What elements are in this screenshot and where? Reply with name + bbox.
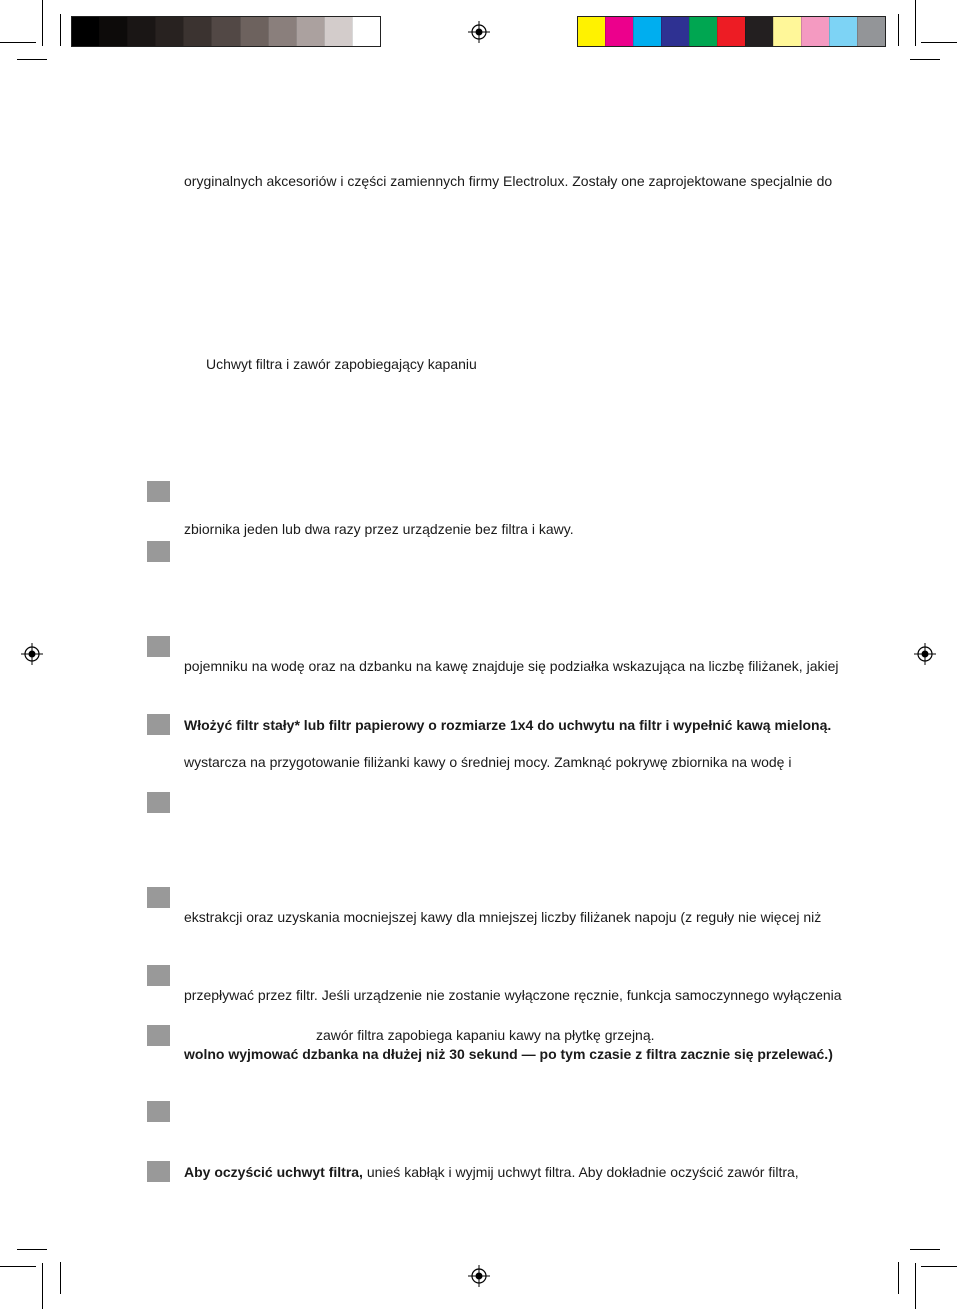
gray-swatch [99, 17, 127, 46]
step-marker [147, 887, 170, 908]
gray-swatch [352, 17, 380, 46]
crop-mark-bottom-right-h2 [910, 1249, 940, 1250]
text-clean-bold: Aby oczyścić uchwyt filtra, [184, 1164, 363, 1180]
crop-mark-top-right-v [915, 0, 916, 46]
step-marker [147, 1101, 170, 1122]
color-swatch [801, 17, 829, 46]
gray-swatch [72, 17, 99, 46]
registration-mark-top [468, 21, 490, 43]
color-swatch [661, 17, 689, 46]
registration-mark-right [914, 643, 936, 665]
gray-swatch [127, 17, 155, 46]
gray-swatch [296, 17, 324, 46]
crop-mark-top-left-v [42, 0, 43, 46]
crop-mark-bottom-right-v [915, 1263, 916, 1309]
crop-mark-top-left-h2 [17, 59, 47, 60]
text-accessories: oryginalnych akcesoriów i części zamiennych firmy Electrolux. Zostały one zaprojektowane specjalnie do [184, 173, 833, 189]
registration-mark-left [21, 643, 43, 665]
crop-mark-bottom-left-v [42, 1263, 43, 1309]
color-swatch [633, 17, 661, 46]
text-scale: pojemniku na wodę oraz na dzbanku na kawę znajduje się podziałka wskazująca na liczbę filiżanek, jakiej [184, 658, 839, 674]
color-bar [577, 16, 886, 47]
crop-mark-bottom-left-h2 [17, 1249, 47, 1250]
step-marker [147, 481, 170, 502]
text-valve: zawór filtra zapobiega kapaniu kawy na płytkę grzejną. [316, 1027, 655, 1043]
gray-scale-bar [71, 16, 381, 47]
crop-mark-bottom-left-h [0, 1266, 36, 1267]
color-swatch [578, 17, 605, 46]
text-extraction: ekstrakcji oraz uzyskania mocniejszej kawy dla mniejszej liczby filiżanek napoju (z reguły nie więcej niż [184, 909, 822, 925]
text-tank: zbiornika jeden lub dwa razy przez urządzenie bez filtra i kawy. [184, 521, 574, 537]
step-marker [147, 541, 170, 562]
gray-swatch [324, 17, 352, 46]
crop-mark-bottom-right-h [921, 1266, 957, 1267]
crop-mark-top-left-v2 [60, 14, 61, 46]
color-swatch [689, 17, 717, 46]
crop-mark-top-left-h [0, 42, 36, 43]
step-marker [147, 1025, 170, 1046]
gray-swatch [183, 17, 211, 46]
text-warning: wolno wyjmować dzbanka na dłużej niż 30 sekund — po tym czasie z filtra zacznie się przelewać.) [184, 1046, 833, 1062]
text-clean-rest: unieś kabłąk i wyjmij uchwyt filtra. Aby dokładnie oczyścić zawór filtra, [362, 1164, 799, 1180]
color-swatch [857, 17, 885, 46]
crop-mark-top-right-v2 [898, 14, 899, 46]
step-marker [147, 714, 170, 735]
crop-mark-top-right-h [921, 42, 957, 43]
gray-swatch [240, 17, 268, 46]
crop-mark-bottom-right-v2 [898, 1262, 899, 1294]
crop-mark-bottom-left-v2 [60, 1262, 61, 1294]
text-clean [184, 1164, 799, 1180]
color-swatch [605, 17, 633, 46]
step-marker [147, 792, 170, 813]
color-swatch [773, 17, 801, 46]
registration-mark-bottom [468, 1265, 490, 1287]
color-swatch [829, 17, 857, 46]
crop-mark-top-right-h2 [910, 59, 940, 60]
text-flow: przepływać przez filtr. Jeśli urządzenie nie zostanie wyłączone ręcznie, funkcja samoczynnego wyłączenia [184, 987, 842, 1003]
text-cup: wystarcza na przygotowanie filiżanki kawy o średniej mocy. Zamknąć pokrywę zbiornika na wodę i [184, 754, 792, 770]
step-marker [147, 1161, 170, 1182]
text-insert-filter: Włożyć filtr stały* lub filtr papierowy o rozmiarze 1x4 do uchwytu na filtr i wypełnić kawą mieloną. [184, 717, 832, 733]
gray-swatch [211, 17, 239, 46]
color-swatch [717, 17, 745, 46]
step-marker [147, 636, 170, 657]
gray-swatch [268, 17, 296, 46]
color-swatch [745, 17, 773, 46]
heading-filter-holder: Uchwyt filtra i zawór zapobiegający kapaniu [206, 356, 477, 372]
step-marker [147, 965, 170, 986]
gray-swatch [155, 17, 183, 46]
